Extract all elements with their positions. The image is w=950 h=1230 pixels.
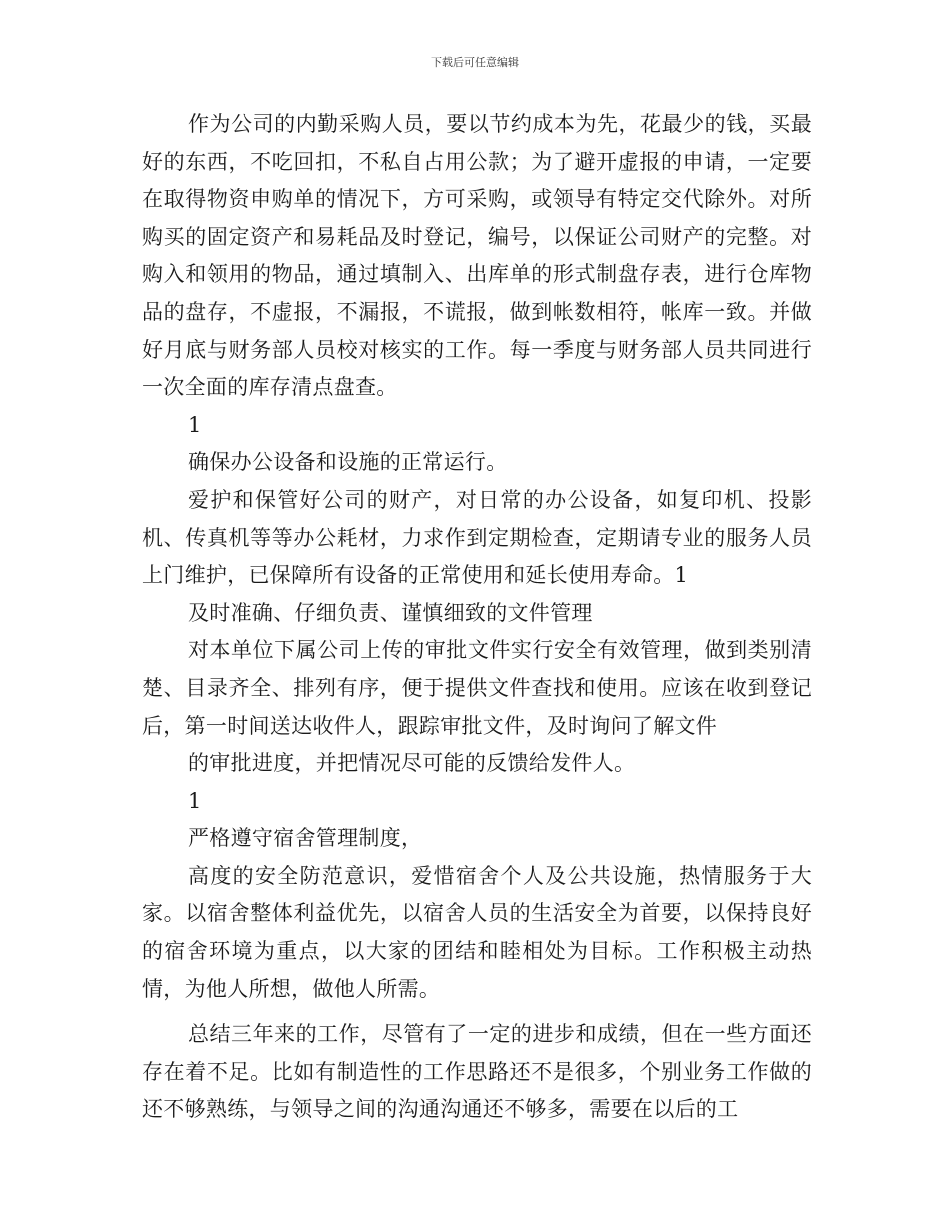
paragraph-procurement: 作为公司的内勤采购人员，要以节约成本为先，花最少的钱，买最好的东西，不吃回扣，不私自占用公款；为了避开虚报的申请，一定要在取得物资申购单的情况下，方可采购，或领导有特定交代除外。对所购买的固定资产和易耗品及时登记，编号，以保证公司财产的完整。对购入和领用的物品，通过填制入、出库单的形式制盘存表，进行仓库物品的盘存，不虚报，不漏报，不谎报，做到帐数相符，帐库一致。并做好月底与财务部人员校对核实的工作。每一季度与财务部人员共同进行一次全面的库存清点盘查。: [142, 112, 812, 400]
section-number: 1: [188, 788, 202, 813]
paragraph-documents: 对本单位下属公司上传的审批文件实行安全有效管理，做到类别清楚、目录齐全、排列有序，便于提供文件查找和使用。应该在收到登记后，第一时间送达收件人，跟踪审批文件，及时询问了解文件: [142, 638, 812, 738]
paragraph-equipment: 爱护和保管好公司的财产，对日常的办公设备，如复印机、投影机、传真机等等办公耗材，力求作到定期检查，定期请专业的服务人员上门维护，已保障所有设备的正常使用和延长使用寿命。1: [142, 487, 812, 588]
page-header: 下载后可任意编辑: [431, 56, 519, 69]
paragraph-gap: [142, 1008, 812, 1016]
section-heading-equipment: 确保办公设备和设施的正常运行。: [188, 450, 508, 475]
document-body: [142, 106, 812, 1129]
section-heading-documents: 及时准确、仔细负责、谨慎细致的文件管理: [188, 600, 593, 625]
paragraph-documents-continued: 的审批进度，并把情况尽可能的反馈给发件人。: [188, 751, 636, 776]
paragraph-summary: 总结三年来的工作，尽管有了一定的进步和成绩，但在一些方面还存在着不足。比如有制造性的工作思路还不是很多，个别业务工作做的还不够熟练，与领导之间的沟通沟通还不够多，需要在以后的工: [142, 1022, 812, 1122]
section-heading-dormitory: 严格遵守宿舍管理制度，: [188, 826, 423, 851]
paragraph-dormitory: 高度的安全防范意识，爱惜宿舍个人及公共设施，热情服务于大家。以宿舍整体利益优先，以宿舍人员的生活安全为首要，以保持良好的宿舍环境为重点，以大家的团结和睦相处为目标。工作积极主动热情，为他人所想，做他人所需。: [142, 863, 812, 1001]
section-number: 1: [188, 412, 202, 437]
